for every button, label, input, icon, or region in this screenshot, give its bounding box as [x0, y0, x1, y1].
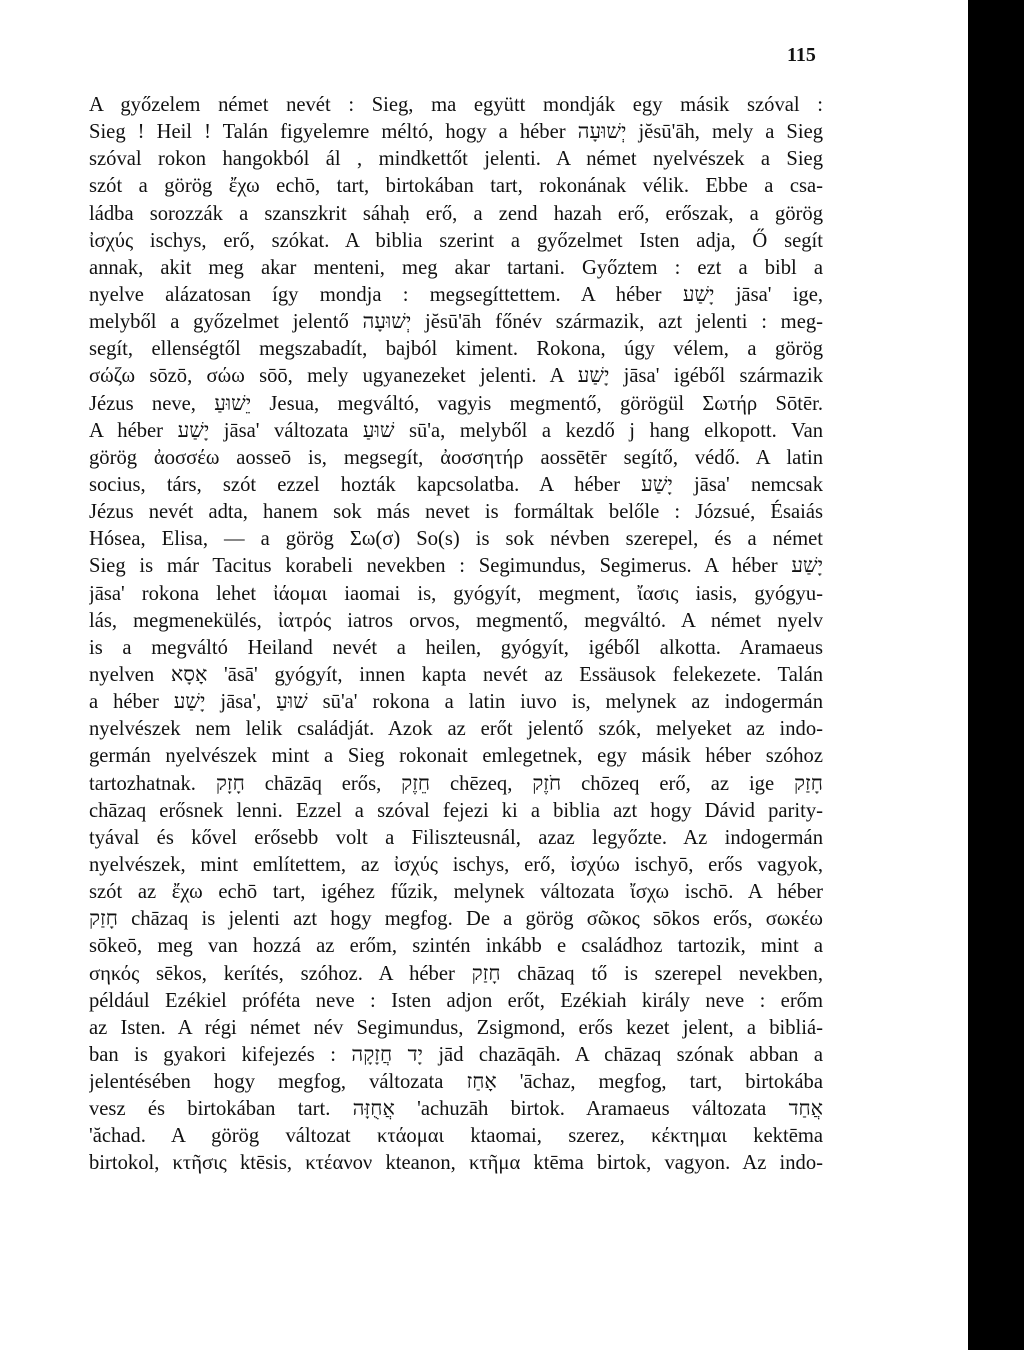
text-line: melyből a győzelmet jelentő יְשׁוּעָה jĕsū'āh főnév származik, azt jelenti : meg-	[89, 311, 823, 334]
text-line: annak, akit meg akar menteni, meg akar tartani. Győztem : ezt a bibl a	[89, 256, 823, 279]
text-line: segít, ellenségtől megszabadít, bajból kiment. Rokona, úgy vélem, a görög	[89, 338, 823, 361]
text-line: birtokol, κτῆσις ktēsis, κτέανον kteanon, κτῆμα ktēma birtok, vagyon. Az indo-	[89, 1152, 823, 1175]
text-line: A héber יָשַׁע jāsa' változata שׁוּעַ sū'a, melyből a kezdő j hang elkopott. Van	[89, 419, 823, 442]
text-line: Hósea, Elisa, — a görög Σω(σ) So(s) is sok névben szerepel, és a német	[89, 528, 823, 551]
page-number: 115	[787, 44, 816, 66]
text-line: Jézus nevét adta, hanem sok más nevet is formáltak belőle : Józsué, Ésaiás	[89, 501, 823, 524]
text-line: jelentésében hogy megfog, változata אָחַז 'āchaz, megfog, tart, birtokába	[89, 1071, 823, 1094]
text-line: sōkeō, meg van hozzá az erőm, szintén inkább e családhoz tartozik, mint a	[89, 935, 823, 958]
text-line: ἰσχύς ischys, erő, szókat. A biblia szerint a győzelmet Isten adja, Ő segít	[89, 229, 823, 252]
text-line: nyelven אָסָא 'āsā' gyógyít, innen kapta nevét az Essäusok felekezete. Talán	[89, 663, 823, 686]
text-line: chāzaq erősnek lenni. Ezzel a szóval fejezi ki a biblia azt hogy Dávid parity-	[89, 799, 823, 822]
text-line: nyelvészek, mint említettem, az ἰσχύς ischys, erő, ἰσχύω ischyō, erős vagyok,	[89, 853, 823, 876]
text-line: Sieg is már Tacitus korabeli nevekben : Segimundus, Segimerus. A héber יָשַׁע	[89, 555, 823, 578]
text-line: görög ἀοσσέω aosseō is, megsegít, ἀοσσητήρ aossētēr segítő, védő. A latin	[89, 446, 823, 469]
text-line: is a megváltó Heiland nevét a heilen, gyógyít, igéből alkotta. Aramaeus	[89, 636, 823, 659]
text-line: vesz és birtokában tart. אֲחֻזָּה 'achuzāh birtok. Aramaeus változata אֲחַד	[89, 1098, 823, 1121]
text-line: socius, társ, szót ezzel hozták kapcsolatba. A héber יָשַׁע jāsa' nemcsak	[89, 473, 823, 496]
text-line: ban is gyakori kifejezés : יָד חֲזָקָה jād chazāqāh. A chāzaq szónak abban a	[89, 1043, 823, 1066]
text-line: A győzelem német nevét : Sieg, ma együtt mondják egy másik szóval :	[89, 94, 823, 116]
text-line: szót az ἔχω echō tart, igéhez fűzik, melynek változata ἴσχω ischō. A héber	[89, 881, 823, 904]
text-line: 'ăchad. A görög változat κτάομαι ktaomai, szerez, κέκτημαι kektēma	[89, 1125, 823, 1148]
text-line: az Isten. A régi német név Segimundus, Zsigmond, erős kezet jelent, a bibliá-	[89, 1016, 823, 1039]
text-line: a héber יָשַׁע jāsa', שׁוּעַ sū'a' rokona a latin iuvo is, melynek az indogermán	[89, 691, 823, 714]
text-line: lás, megmenekülés, ἰατρός iatros orvos, megmentő, megváltó. A német nyelv	[89, 609, 823, 632]
text-line: σηκός sēkos, kerítés, szóhoz. A héber חָזַק chāzaq tő is szerepel nevekben,	[89, 962, 823, 985]
text-line: σώζω sōzō, σώω sōō, mely ugyanezeket jelenti. A יָשַׁע jāsa' igéből származik	[89, 365, 823, 388]
text-line: Jézus neve, יֵשׁוּעַ Jesua, megváltó, vagyis megmentő, görögül Σωτήρ Sōtēr.	[89, 392, 823, 415]
text-line: például Ezékiel próféta neve : Isten adjon erőt, Ezékiah király neve : erőm	[89, 989, 823, 1012]
text-line: Sieg ! Heil ! Talán figyelemre méltó, hogy a héber יְשׁוּעָה jĕsū'āh, mely a Sieg	[89, 121, 823, 144]
text-line: szóval rokon hangokból ál , mindkettőt jelenti. A német nyelvészek a Sieg	[89, 148, 823, 171]
text-line: חָזַק chāzaq is jelenti azt hogy megfog. De a görög σῶκος sōkos erős, σωκέω	[89, 908, 823, 931]
text-line: szót a görög ἔχω echō, tart, birtokában tart, rokonának vélik. Ebbe a csa-	[89, 175, 823, 198]
text-line: germán nyelvészek mint a Sieg rokonait emlegetnek, egy másik héber szóhoz	[89, 745, 823, 768]
text-line: nyelvészek nem lelik családját. Azok az erőt jelentő szók, melyeket az indo-	[89, 718, 823, 741]
text-line: tyával és kővel erősebb volt a Filiszteusnál, azaz legyőzte. Az indogermán	[89, 826, 823, 849]
text-line: tartozhatnak. חָזָק chāzāq erős, חֵזֶק chēzeq, חֹזֶק chōzeq erő, az ige חָזַק	[89, 772, 823, 795]
text-line: nyelve alázatosan így mondja : megsegíttettem. A héber יָשַׁע jāsa' ige,	[89, 283, 823, 306]
text-line: ládba sorozzák a szanszkrit sáhaḥ erő, a zend hazah erő, erőszak, a görög	[89, 202, 823, 225]
body-text	[89, 92, 823, 1178]
text-line: jāsa' rokona lehet ἰάομαι iaomai is, gyógyít, megment, ἴασις iasis, gyógyu-	[89, 582, 823, 605]
